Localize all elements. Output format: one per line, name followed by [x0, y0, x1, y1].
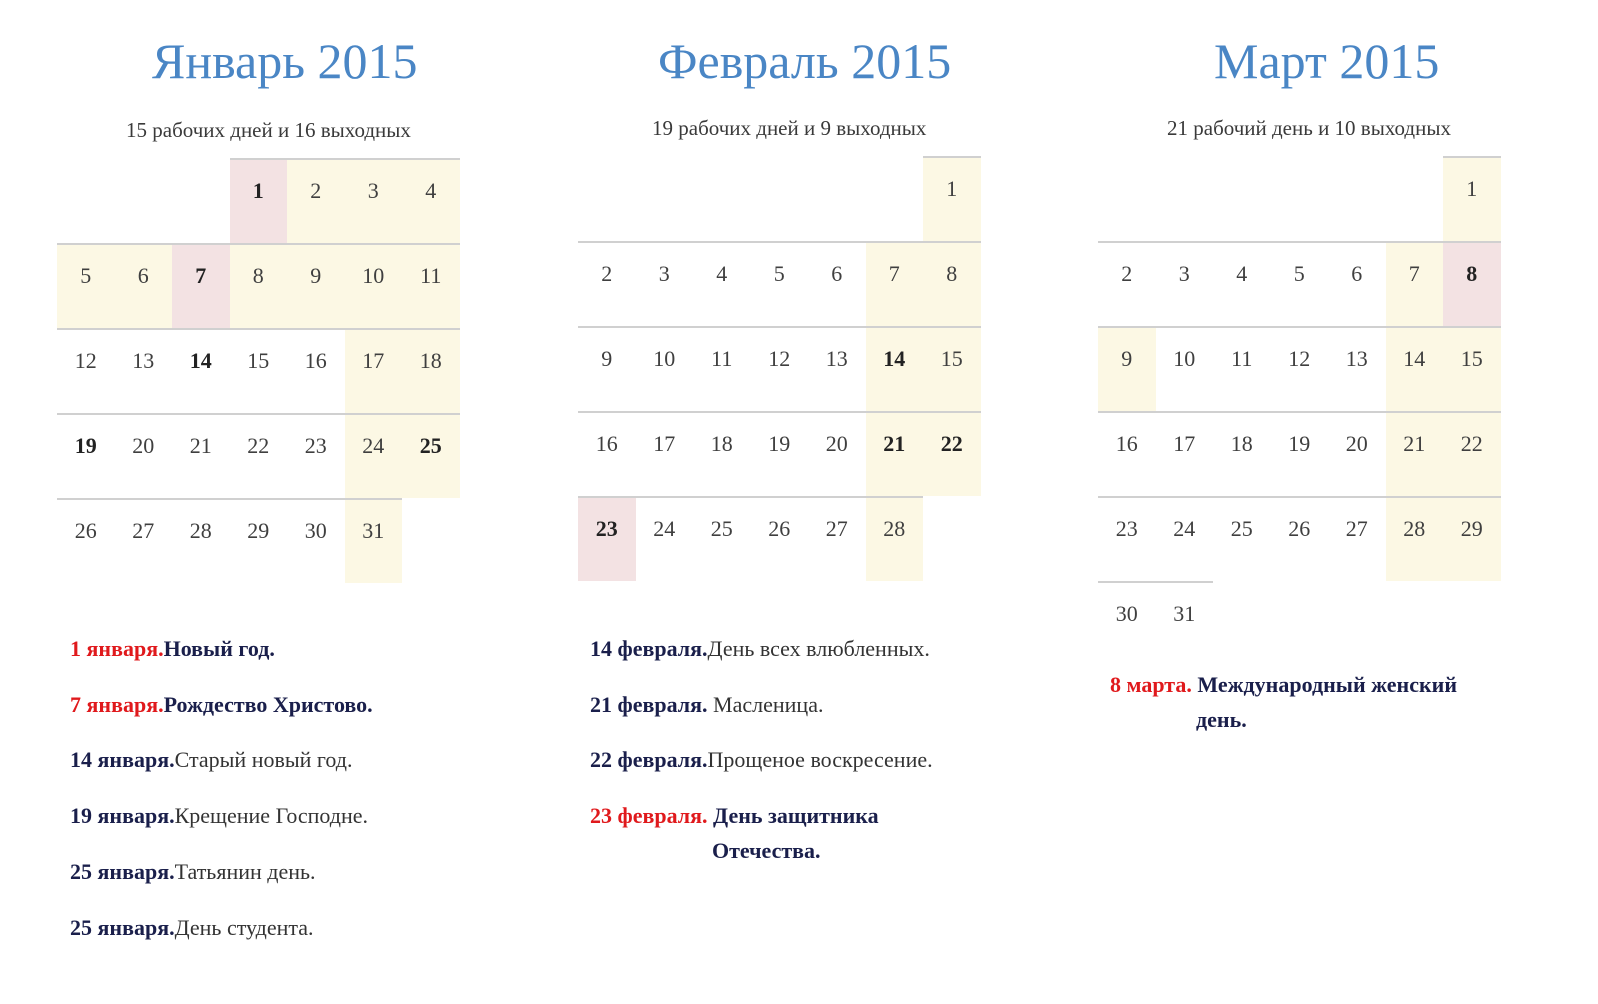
- month-summary: 19 рабочих дней и 9 выходных: [652, 116, 927, 140]
- day-cell: 30: [287, 498, 345, 583]
- event-text: День всех влюбленных.: [707, 636, 930, 661]
- day-cell: 18: [402, 328, 460, 413]
- day-cell: 13: [808, 326, 866, 411]
- day-cell: 24: [345, 413, 403, 498]
- event-date: 7 января.: [70, 691, 164, 717]
- month-title: Январь 2015: [152, 33, 418, 89]
- day-cell: 30: [1098, 581, 1156, 666]
- event-item: [590, 803, 879, 864]
- day-cell: 26: [751, 496, 809, 581]
- event-text: Старый новый год.: [174, 747, 353, 773]
- day-cell: 1: [1443, 156, 1501, 241]
- day-cell: 18: [1213, 411, 1271, 496]
- event-date: 23 февраля.: [590, 803, 708, 829]
- event-item: [1110, 672, 1458, 732]
- day-cell: 9: [578, 326, 636, 411]
- day-cell: 9: [287, 243, 345, 328]
- day-cell: 3: [636, 241, 694, 326]
- day-cell: 12: [57, 328, 115, 413]
- day-cell: 5: [1271, 241, 1329, 326]
- day-cell: 25: [402, 413, 460, 498]
- day-cell: 11: [402, 243, 460, 328]
- day-cell: 4: [693, 241, 751, 326]
- event-item: [70, 638, 275, 660]
- day-cell: 31: [1156, 581, 1214, 666]
- event-item: [70, 914, 314, 940]
- day-cell: 27: [1328, 496, 1386, 581]
- day-cell: 28: [1386, 496, 1444, 581]
- event-text: Новый год.: [163, 636, 275, 661]
- day-cell: 14: [1386, 326, 1444, 411]
- day-cell: 18: [693, 411, 751, 496]
- day-cell: 8: [923, 241, 981, 326]
- day-cell: 1: [230, 158, 288, 243]
- day-cell: 17: [636, 411, 694, 496]
- day-cell: 8: [1443, 241, 1501, 326]
- day-cell: 4: [402, 158, 460, 243]
- month-summary: 15 рабочих дней и 16 выходных: [126, 118, 411, 142]
- day-cell: 28: [172, 498, 230, 583]
- event-text: Крещение Господне.: [174, 803, 369, 829]
- event-text: Прощеное воскресение.: [707, 747, 933, 773]
- event-text: День защитника: [707, 803, 879, 829]
- day-cell: 9: [1098, 326, 1156, 411]
- day-cell: 23: [287, 413, 345, 498]
- event-date: 25 января.: [70, 914, 175, 940]
- event-date: 1 января.: [70, 636, 164, 661]
- day-cell: 2: [578, 241, 636, 326]
- month-title: Март 2015: [1214, 33, 1440, 89]
- event-text: Международный женский: [1191, 672, 1458, 697]
- day-cell: 15: [923, 326, 981, 411]
- event-item: [70, 691, 373, 717]
- day-cell: 19: [751, 411, 809, 496]
- day-cell: 10: [345, 243, 403, 328]
- day-cell: 7: [866, 241, 924, 326]
- day-cell: 28: [866, 496, 924, 581]
- day-cell: 5: [751, 241, 809, 326]
- day-cell: 21: [866, 411, 924, 496]
- day-cell: 25: [693, 496, 751, 581]
- day-cell: 3: [345, 158, 403, 243]
- event-date: 22 февраля.: [590, 747, 708, 773]
- day-cell: 11: [1213, 326, 1271, 411]
- event-date: 14 февраля.: [590, 636, 708, 661]
- day-cell: 14: [172, 328, 230, 413]
- day-cell: 15: [1443, 326, 1501, 411]
- day-cell: 5: [57, 243, 115, 328]
- day-cell: 27: [115, 498, 173, 583]
- day-cell: 8: [230, 243, 288, 328]
- event-text: Масленица.: [707, 691, 824, 717]
- month-summary: 21 рабочий день и 10 выходных: [1167, 116, 1451, 140]
- event-date: 25 января.: [70, 858, 175, 884]
- day-cell: 26: [1271, 496, 1329, 581]
- day-cell: 21: [172, 413, 230, 498]
- day-cell: 16: [578, 411, 636, 496]
- day-cell: 23: [578, 496, 636, 581]
- day-cell: 7: [1386, 241, 1444, 326]
- day-cell: 31: [345, 498, 403, 583]
- day-cell: 16: [287, 328, 345, 413]
- day-cell: 21: [1386, 411, 1444, 496]
- day-cell: 1: [923, 156, 981, 241]
- event-date: 14 января.: [70, 747, 175, 773]
- day-cell: 27: [808, 496, 866, 581]
- day-cell: 20: [808, 411, 866, 496]
- day-cell: 20: [115, 413, 173, 498]
- day-cell: 17: [345, 328, 403, 413]
- event-date: 21 февраля.: [590, 691, 708, 717]
- day-cell: 2: [1098, 241, 1156, 326]
- event-item: [590, 638, 930, 660]
- day-cell: 16: [1098, 411, 1156, 496]
- day-cell: 24: [636, 496, 694, 581]
- day-cell: 4: [1213, 241, 1271, 326]
- day-cell: 17: [1156, 411, 1214, 496]
- day-cell: 12: [751, 326, 809, 411]
- event-text-continued: день.: [1196, 707, 1247, 732]
- day-cell: 20: [1328, 411, 1386, 496]
- day-cell: 3: [1156, 241, 1214, 326]
- day-cell: 19: [1271, 411, 1329, 496]
- day-cell: 13: [1328, 326, 1386, 411]
- day-cell: 29: [230, 498, 288, 583]
- day-cell: 6: [808, 241, 866, 326]
- event-text-continued: Отечества.: [712, 838, 821, 864]
- day-cell: 26: [57, 498, 115, 583]
- day-cell: 15: [230, 328, 288, 413]
- day-cell: 6: [1328, 241, 1386, 326]
- event-item: [70, 858, 316, 884]
- event-text: Рождество Христово.: [163, 691, 373, 717]
- event-item: [70, 749, 352, 771]
- event-text: Татьянин день.: [174, 858, 316, 884]
- day-cell: 10: [636, 326, 694, 411]
- day-cell: 12: [1271, 326, 1329, 411]
- event-item: [590, 691, 824, 717]
- day-cell: 7: [172, 243, 230, 328]
- day-cell: 2: [287, 158, 345, 243]
- day-cell: 23: [1098, 496, 1156, 581]
- event-date: 19 января.: [70, 803, 175, 829]
- day-cell: 24: [1156, 496, 1214, 581]
- month-title: Февраль 2015: [658, 33, 952, 89]
- day-cell: 22: [1443, 411, 1501, 496]
- day-cell: 10: [1156, 326, 1214, 411]
- event-item: [590, 749, 933, 771]
- day-cell: 29: [1443, 496, 1501, 581]
- day-cell: 11: [693, 326, 751, 411]
- event-item: [70, 805, 368, 827]
- day-cell: 22: [923, 411, 981, 496]
- day-cell: 13: [115, 328, 173, 413]
- day-cell: 25: [1213, 496, 1271, 581]
- day-cell: 6: [115, 243, 173, 328]
- event-text: День студента.: [174, 914, 314, 940]
- day-cell: 19: [57, 413, 115, 498]
- day-cell: 22: [230, 413, 288, 498]
- event-date: 8 марта.: [1110, 672, 1192, 697]
- day-cell: 14: [866, 326, 924, 411]
